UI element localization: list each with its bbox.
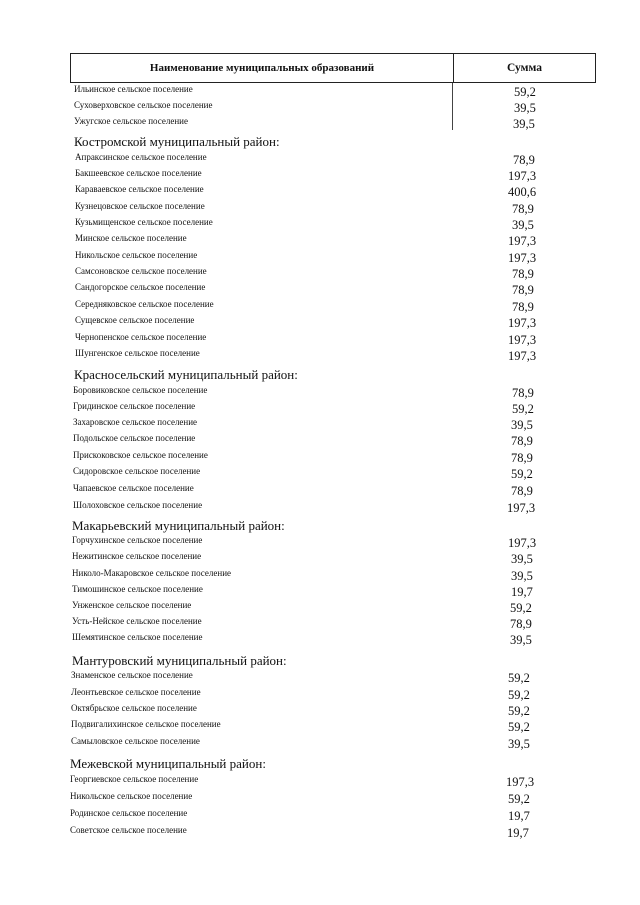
district-heading: Межевской муниципальный район: — [70, 756, 266, 771]
settlement-name: Апраксинское сельское поселение — [75, 152, 207, 162]
settlement-sum: 197,3 — [508, 333, 537, 347]
settlement-name: Шемятинское сельское поселение — [72, 632, 203, 642]
settlement-sum: 59,2 — [512, 402, 534, 416]
settlement-sum: 78,9 — [511, 451, 533, 465]
settlement-name: Самсоновское сельское поселение — [75, 266, 207, 276]
settlement-name: Минское сельское поселение — [75, 233, 187, 243]
settlement-name: Знаменское сельское поселение — [71, 670, 193, 680]
settlement-sum: 78,9 — [512, 300, 534, 314]
settlement-name: Сидоровское сельское поселение — [73, 466, 201, 476]
settlement-name: Унженское сельское поселение — [72, 600, 192, 610]
settlement-name: Ильинское сельское поселение — [74, 84, 193, 94]
settlement-name: Кузьмищенское сельское поселение — [75, 217, 213, 227]
settlement-name: Никольское сельское поселение — [75, 250, 198, 260]
settlement-name: Николо-Макаровское сельское поселение — [72, 568, 232, 578]
settlement-name: Октябрьское сельское поселение — [71, 703, 197, 713]
settlement-name: Прискоковское сельское поселение — [73, 450, 208, 460]
settlement-sum: 39,5 — [511, 569, 533, 583]
district-heading: Красносельский муниципальный район: — [74, 367, 298, 382]
settlement-name: Советское сельское поселение — [70, 825, 187, 835]
settlement-name: Шолоховское сельское поселение — [73, 500, 203, 510]
column-header-name: Наименование муниципальных образований — [71, 54, 454, 82]
settlement-sum: 400,6 — [508, 185, 537, 199]
settlement-sum: 197,3 — [508, 536, 537, 550]
settlement-sum: 19,7 — [507, 826, 529, 840]
settlement-name: Сущевское сельское поселение — [75, 315, 195, 325]
settlement-name: Караваевское сельское поселение — [75, 184, 204, 194]
settlement-sum: 197,3 — [508, 251, 537, 265]
settlement-sum: 59,2 — [511, 467, 533, 481]
settlement-name: Усть-Нейское сельское поселение — [72, 616, 202, 626]
settlement-name: Гридинское сельское поселение — [73, 401, 196, 411]
settlement-sum: 78,9 — [513, 153, 535, 167]
settlement-name: Боровиковское сельское поселение — [73, 385, 208, 395]
settlement-name: Георгиевское сельское поселение — [70, 774, 199, 784]
settlement-name: Середняковское сельское поселение — [75, 299, 214, 309]
settlement-sum: 197,3 — [506, 775, 535, 789]
settlement-sum: 59,2 — [514, 85, 536, 99]
settlement-sum: 197,3 — [508, 316, 537, 330]
settlement-name: Ужугское сельское поселение — [74, 116, 188, 126]
column-divider — [452, 83, 453, 130]
settlement-name: Бакшеевское сельское поселение — [75, 168, 202, 178]
settlement-sum: 197,3 — [508, 169, 537, 183]
district-heading: Макарьевский муниципальный район: — [72, 518, 285, 533]
settlement-name: Кузнецовское сельское поселение — [75, 201, 205, 211]
settlement-sum: 59,2 — [508, 792, 530, 806]
settlement-name: Самыловское сельское поселение — [71, 736, 200, 746]
settlement-name: Никольское сельское поселение — [70, 791, 193, 801]
settlement-name: Подвигалихинское сельское поселение — [71, 719, 221, 729]
settlement-sum: 39,5 — [511, 552, 533, 566]
settlement-sum: 19,7 — [511, 585, 533, 599]
settlement-sum: 78,9 — [512, 267, 534, 281]
settlement-name: Горчухинское сельское поселение — [72, 535, 203, 545]
settlement-sum: 39,5 — [514, 101, 536, 115]
settlement-name: Подольское сельское поселение — [73, 433, 196, 443]
settlement-sum: 59,2 — [508, 671, 530, 685]
settlement-name: Нежитинское сельское поселение — [72, 551, 202, 561]
settlement-sum: 78,9 — [512, 283, 534, 297]
settlement-sum: 78,9 — [512, 202, 534, 216]
settlement-name: Чапаевское сельское поселение — [73, 483, 194, 493]
settlement-name: Захаровское сельское поселение — [73, 417, 198, 427]
settlement-sum: 78,9 — [512, 386, 534, 400]
settlement-sum: 39,5 — [510, 633, 532, 647]
settlement-name: Чернопенское сельское поселение — [75, 332, 207, 342]
settlement-sum: 59,2 — [510, 601, 532, 615]
settlement-name: Родинское сельское поселение — [70, 808, 188, 818]
settlement-sum: 197,3 — [508, 234, 537, 248]
settlement-sum: 59,2 — [508, 688, 530, 702]
table-header — [70, 53, 596, 83]
settlement-sum: 39,5 — [511, 418, 533, 432]
settlement-sum: 78,9 — [510, 617, 532, 631]
settlement-sum: 197,3 — [508, 349, 537, 363]
settlement-name: Тимошинское сельское поселение — [72, 584, 203, 594]
settlement-sum: 59,2 — [508, 720, 530, 734]
settlement-sum: 39,5 — [512, 218, 534, 232]
settlement-sum: 197,3 — [507, 501, 536, 515]
settlement-name: Сандогорское сельское поселение — [75, 282, 206, 292]
column-header-sum: Сумма — [507, 62, 542, 74]
settlement-name: Шунгенское сельское поселение — [75, 348, 200, 358]
settlement-name: Леонтьевское сельское поселение — [71, 687, 201, 697]
settlement-sum: 39,5 — [513, 117, 535, 131]
settlement-sum: 78,9 — [511, 434, 533, 448]
settlement-sum: 59,2 — [508, 704, 530, 718]
settlement-name: Суховерховское сельское поселение — [74, 100, 213, 110]
settlement-sum: 19,7 — [508, 809, 530, 823]
district-heading: Костромской муниципальный район: — [74, 134, 280, 149]
settlement-sum: 39,5 — [508, 737, 530, 751]
district-heading: Мантуровский муниципальный район: — [72, 653, 287, 668]
settlement-sum: 78,9 — [511, 484, 533, 498]
